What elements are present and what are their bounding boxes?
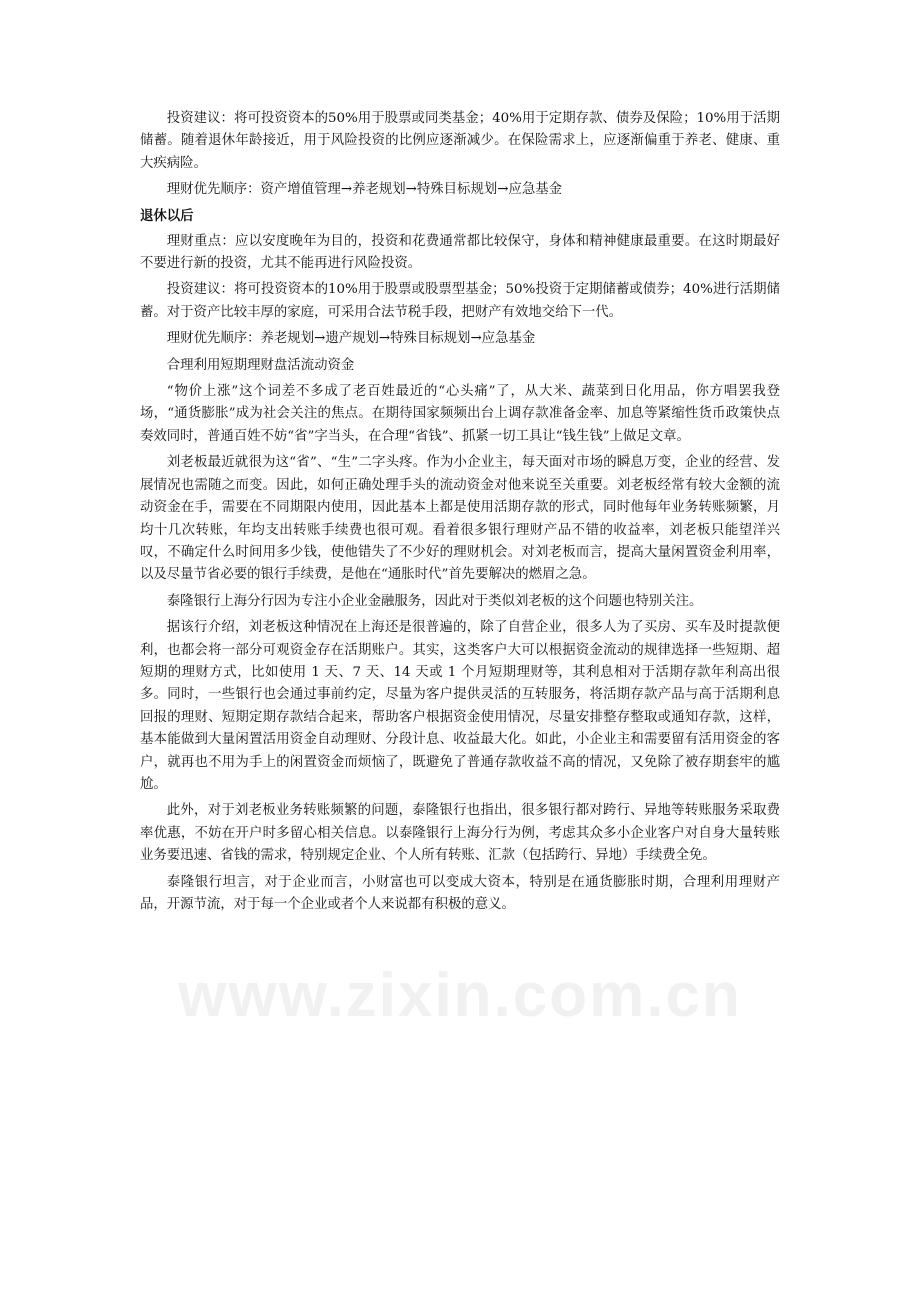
watermark: www.zixin.com.cn bbox=[178, 961, 742, 1030]
paragraph-transfer-fees: 此外，对于刘老板业务转账频繁的问题，泰隆银行也指出，很多银行都对跨行、异地等转账服务采取费率优惠，不妨在开户时多留心相关信息。以泰隆银行上海分行为例，考虑其众多小企业客户对自身大量转账业务要迅速、省钱的需求，特别规定企业、个人所有转账、汇款（包括跨行、异地）手续费全免。 bbox=[140, 803, 780, 864]
paragraph-conclusion: 泰隆银行坦言，对于企业而言，小财富也可以变成大资本，特别是在通货膨胀时期，合理利用理财产品，开源节流，对于每一个企业或者个人来说都有积极的意义。 bbox=[140, 874, 780, 912]
paragraph-investment-advice: 投资建议：将可投资资本的50%用于股票或同类基金；40%用于定期存款、债券及保险；10%用于活期储蓄。随着退休年龄接近，用于风险投资的比例应逐渐减少。在保险需求上，应逐渐偏重于养老、健康、重大疾病险。 bbox=[140, 111, 780, 171]
paragraph-investment-advice-retired: 投资建议：将可投资资本的10%用于股票或股票型基金；50%投资于定期储蓄或债券；40%进行活期储蓄。对于资产比较丰厚的家庭，可采用合法节税手段，把财产有效地交给下一代。 bbox=[140, 282, 780, 320]
section-heading-after-retirement: 退休以后 bbox=[140, 208, 194, 224]
paragraph-inflation: “物价上涨”这个词差不多成了老百姓最近的“心头痛”了，从大米、蔬菜到日化用品，你方唱罢我登场，“通货膨胀”成为社会关注的焦点。在期待国家频频出台上调存款准备金率、加息等紧缩性货币政策快点奏效同时，普通百姓不妨“省”字当头，在合理“省钱”、抓紧一切工具让“钱生钱”上做足文章。 bbox=[140, 384, 780, 444]
paragraph-focus: 理财重点：应以安度晚年为目的，投资和花费通常都比较保守，身体和精神健康最重要。在这时期最好不要进行新的投资，尤其不能再进行风险投资。 bbox=[140, 233, 780, 272]
paragraph-bank-introduction: 据该行介绍，刘老板这种情况在上海还是很普遍的，除了自营企业，很多人为了买房、买车及时提款便利，也都会将一部分可观资金存在活期账户。其实，这类客户大可以根据资金流动的规律选择一些短期、超短期的理财方式，比如使用 1 天、7 天、14 天或 1 个月短期理财等，其利息相对于活期存款年利高出很多。同时，一些银行也会通过事前约定，尽量为客户提供灵活的互转服务，将活期存款产品与高于活期利息回报的理财、短期定期存款结合起来，帮助客户根据资金使用情况，尽量安排整存整取或通知存款，这样，基本能做到大量闲置活用资金自动理财、分段计息、收益最大化。如此，小企业主和需要留有活用资金的客户，就再也不用为手上的闲置资金而烦恼了，既避免了普通存款收益不高的情况，又免除了被存期套牢的尴尬。 bbox=[140, 620, 780, 792]
document-body bbox=[140, 108, 780, 920]
paragraph-article-title: 合理利用短期理财盘活流动资金 bbox=[166, 357, 355, 373]
paragraph-boss-liu: 刘老板最近就很为这“省”、“生”二字头疼。作为小企业主，每天面对市场的瞬息万变，企业的经营、发展情况也需随之而变。因此，如何正确处理手头的流动资金对他来说至关重要。刘老板经常有较大金额的流动资金在手，需要在不同期限内使用，因此基本上都是使用活期存款的形式，同时他每年业务转账频繁，月均十几次转账，年均支出转账手续费也很可观。看着很多银行理财产品不错的收益率，刘老板只能望洋兴叹，不确定什么时间用多少钱，使他错失了不少好的理财机会。对刘老板而言，提高大量闲置资金利用率，以及尽量节省必要的银行手续费，是他在“通胀时代”首先要解决的燃眉之急。 bbox=[140, 455, 780, 583]
paragraph-priority-order-retired: 理财优先顺序：养老规划→遗产规划→特殊目标规划→应急基金 bbox=[166, 331, 536, 347]
paragraph-priority-order: 理财优先顺序：资产增值管理→养老规划→特殊目标规划→应急基金 bbox=[166, 182, 563, 198]
paragraph-tailong-focus: 泰隆银行上海分行因为专注小企业金融服务，因此对于类似刘老板的这个问题也特别关注。 bbox=[166, 593, 703, 609]
